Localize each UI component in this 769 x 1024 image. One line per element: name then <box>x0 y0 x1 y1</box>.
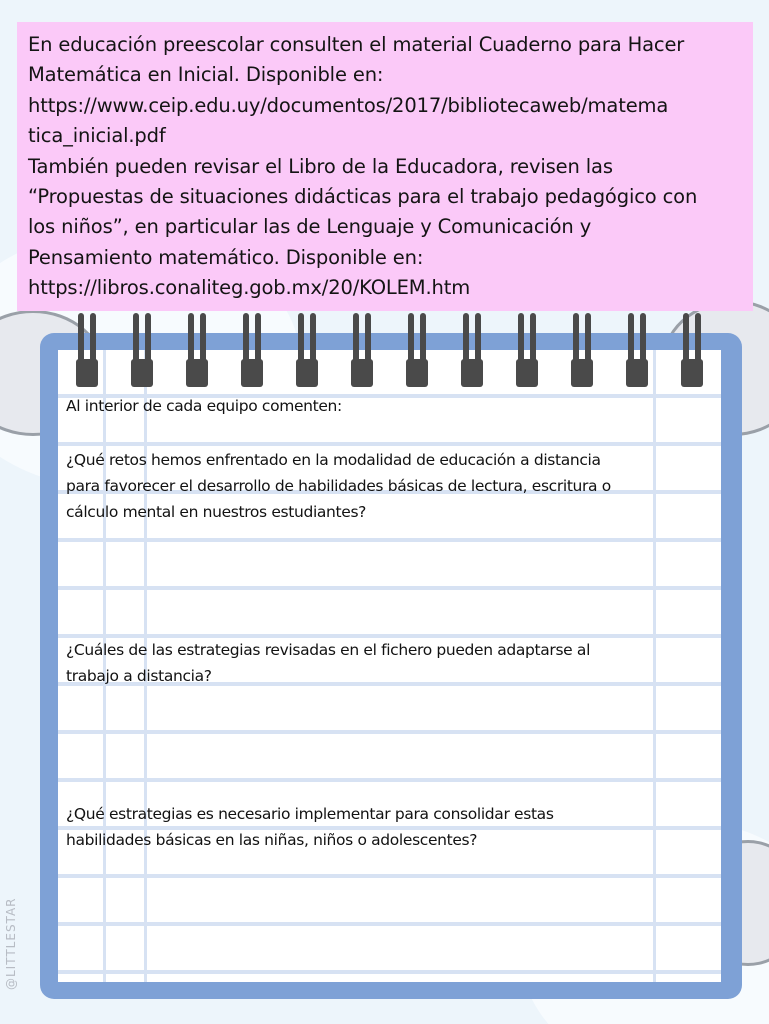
binding-ring-icon <box>626 313 648 387</box>
question-line: para favorecer el desarrollo de habilidades básicas de lectura, escritura o <box>66 477 611 495</box>
binding-ring-icon <box>351 313 373 387</box>
info-line: los niños”, en particular las de Lenguaje y Comunicación y <box>28 215 592 239</box>
binding-ring-icon <box>516 313 538 387</box>
question-line: ¿Qué retos hemos enfrentado en la modalidad de educación a distancia <box>66 451 601 469</box>
margin-line <box>653 350 656 982</box>
info-line: Matemática en Inicial. Disponible en: <box>28 63 384 87</box>
binding-ring-icon <box>571 313 593 387</box>
question-line: habilidades básicas en las niñas, niños o adolescentes? <box>66 831 478 849</box>
binding-ring-icon <box>186 313 208 387</box>
binding-ring-icon <box>76 313 98 387</box>
question-line: trabajo a distancia? <box>66 667 212 685</box>
info-line: También pueden revisar el Libro de la Educadora, revisen las <box>28 154 613 178</box>
resource-link[interactable]: https://libros.conaliteg.gob.mx/20/KOLEM.htm <box>28 276 471 300</box>
question-line: ¿Qué estrategias es necesario implementar para consolidar estas <box>66 805 554 823</box>
info-line: “Propuestas de situaciones didácticas para el trabajo pedagógico con <box>28 185 698 209</box>
question-line: ¿Cuáles de las estrategias revisadas en el fichero pueden adaptarse al <box>66 641 591 659</box>
watermark: @LITTLESTAR <box>4 897 18 990</box>
question-line: cálculo mental en nuestros estudiantes? <box>66 503 367 521</box>
info-line: En educación preescolar consulten el material Cuaderno para Hacer <box>28 33 685 56</box>
binding-ring-icon <box>406 313 428 387</box>
notebook-intro: Al interior de cada equipo comenten: <box>66 397 342 415</box>
resource-link[interactable]: tica_inicial.pdf <box>28 124 166 148</box>
binding-ring-icon <box>461 313 483 387</box>
info-line: Pensamiento matemático. Disponible en: <box>28 245 424 269</box>
binding-ring-icon <box>131 313 153 387</box>
binding-ring-icon <box>296 313 318 387</box>
binding-ring-icon <box>241 313 263 387</box>
resource-link[interactable]: https://www.ceip.edu.uy/documentos/2017/bibliotecaweb/matema <box>28 93 669 117</box>
resources-info-box <box>17 22 753 311</box>
binding-ring-icon <box>681 313 703 387</box>
